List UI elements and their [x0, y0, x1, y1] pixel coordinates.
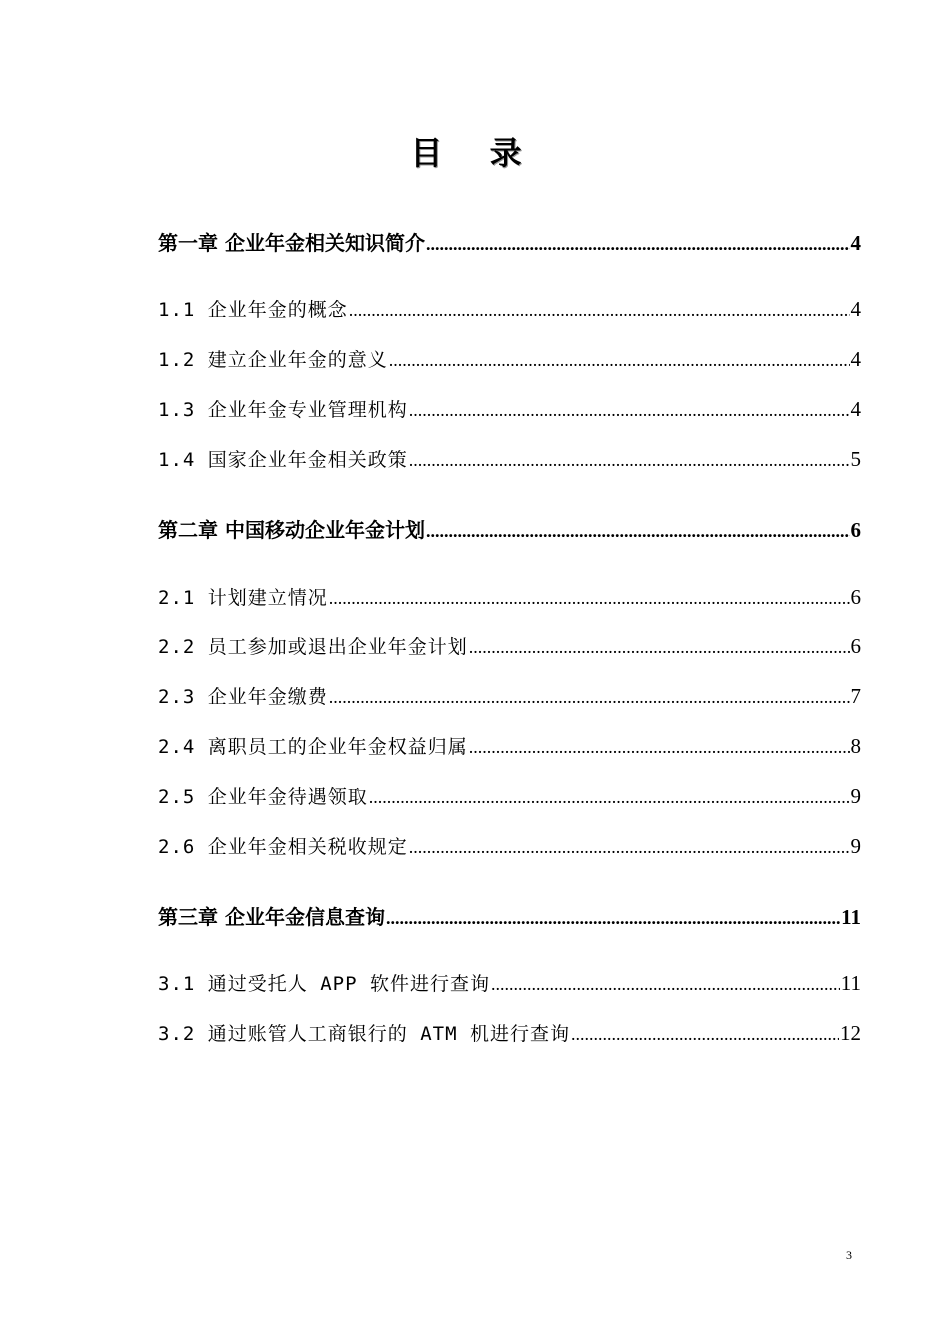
toc-entry-label: 1.3 企业年金专业管理机构 — [158, 399, 408, 421]
dot-leader — [426, 521, 850, 542]
toc-entry-label: 2.1 计划建立情况 — [158, 587, 328, 609]
dot-leader — [329, 588, 850, 609]
toc-entry-label: 2.4 离职员工的企业年金权益归属 — [158, 736, 468, 758]
toc-section-3-1[interactable] — [158, 969, 861, 999]
dot-leader — [491, 974, 840, 995]
toc-section-2-2[interactable] — [158, 632, 861, 662]
toc-page-number: 4 — [850, 297, 861, 321]
toc-section-2-6[interactable] — [158, 832, 861, 862]
toc-chapter-1[interactable] — [158, 227, 861, 257]
toc-page-number: 9 — [850, 784, 861, 808]
toc-page-number: 7 — [850, 684, 861, 708]
dot-leader — [469, 637, 850, 658]
toc-chapter-3[interactable] — [158, 901, 861, 931]
toc-entry-label: 3.2 通过账管人工商银行的 ATM 机进行查询 — [158, 1023, 570, 1045]
toc-page-number: 4 — [850, 231, 861, 255]
toc-entry-label: 1.2 建立企业年金的意义 — [158, 349, 388, 371]
toc-title: 目 录 — [410, 134, 540, 172]
toc-section-2-4[interactable] — [158, 732, 861, 762]
toc-entry-label: 第一章 企业年金相关知识简介 — [158, 231, 425, 255]
dot-leader — [369, 787, 850, 808]
toc-entry-label: 3.1 通过受托人 APP 软件进行查询 — [158, 973, 490, 995]
toc-entry-label: 2.6 企业年金相关税收规定 — [158, 836, 408, 858]
dot-leader — [409, 400, 850, 421]
toc-page-number: 11 — [840, 971, 861, 995]
toc-page-number: 9 — [850, 834, 861, 858]
toc-section-1-1[interactable] — [158, 295, 861, 325]
toc-page-number: 4 — [850, 397, 861, 421]
toc-chapter-2[interactable] — [158, 514, 861, 544]
page-number: 3 — [846, 1248, 852, 1262]
toc-entry-label: 2.5 企业年金待遇领取 — [158, 786, 368, 808]
toc-section-3-2[interactable] — [158, 1019, 861, 1049]
dot-leader — [349, 300, 850, 321]
dot-leader — [329, 687, 850, 708]
toc-section-1-4[interactable] — [158, 445, 861, 475]
toc-section-2-3[interactable] — [158, 682, 861, 712]
toc-entry-label: 第三章 企业年金信息查询 — [158, 905, 385, 929]
toc-page-number: 6 — [850, 518, 861, 542]
dot-leader — [389, 350, 850, 371]
dot-leader — [409, 450, 850, 471]
dot-leader — [469, 737, 850, 758]
dot-leader — [409, 837, 850, 858]
toc-section-2-1[interactable] — [158, 583, 861, 613]
toc-page-number: 5 — [850, 447, 861, 471]
toc-page-number: 6 — [850, 634, 861, 658]
toc-section-2-5[interactable] — [158, 782, 861, 812]
toc-page-number: 12 — [840, 1021, 861, 1045]
toc-section-1-3[interactable] — [158, 395, 861, 425]
dot-leader — [571, 1024, 839, 1045]
toc-page-number: 8 — [850, 734, 861, 758]
toc-page-number: 4 — [850, 347, 861, 371]
dot-leader — [426, 234, 850, 255]
toc-page-number: 6 — [850, 585, 861, 609]
dot-leader — [386, 908, 840, 929]
toc-entry-label: 2.2 员工参加或退出企业年金计划 — [158, 636, 468, 658]
toc-entry-label: 第二章 中国移动企业年金计划 — [158, 518, 425, 542]
toc-entry-label: 2.3 企业年金缴费 — [158, 686, 328, 708]
toc-section-1-2[interactable] — [158, 345, 861, 375]
toc-page-number: 11 — [841, 905, 861, 929]
toc-entry-label: 1.1 企业年金的概念 — [158, 299, 348, 321]
toc-entry-label: 1.4 国家企业年金相关政策 — [158, 449, 408, 471]
